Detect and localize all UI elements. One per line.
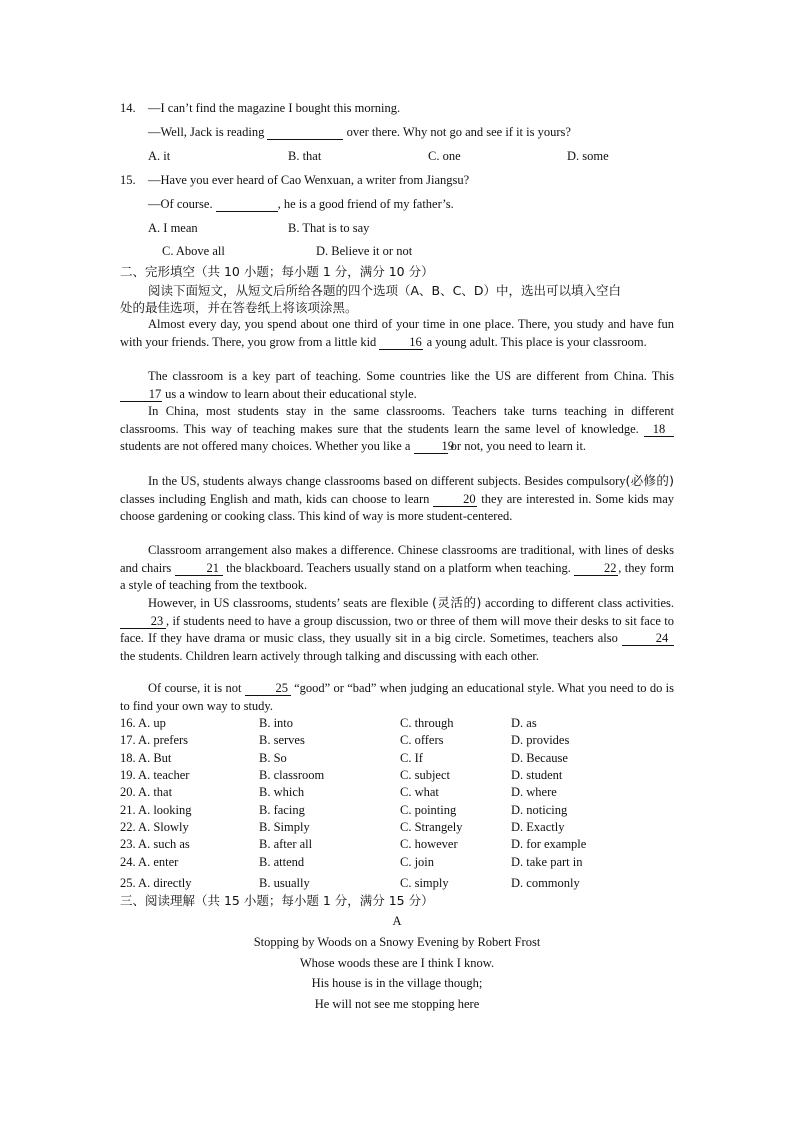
option-18-b: B. So [259,751,287,765]
option-18-d: D. Because [511,751,568,765]
option-23-b: B. after all [259,837,313,851]
option-20-c: C. what [400,785,439,799]
option-22-c: C. Strangely [400,820,463,834]
section2-instruction-line1: 阅读下面短文，从短文后所给各题的四个选项（A、B、C、D）中，选出可以填入空白 [148,283,621,298]
option-23-c: C. however [400,837,458,851]
option-16-a: 16. A. up [120,716,166,730]
cloze-paragraph-3 [120,403,674,456]
q14-line2-post: over there. Why not go and see if it is yours? [346,125,571,139]
option-23-d: D. for example [511,837,587,851]
option-21-d: D. noticing [511,803,568,817]
option-17-c: C. offers [400,733,444,747]
q15-line2-pre: —Of course. [148,197,213,211]
option-22-b: B. Simply [259,820,310,834]
option-16-b: B. into [259,716,294,730]
blank-16: 16 [379,335,423,350]
p1-text-b: a young adult. This place is your classroom. [426,334,647,349]
option-19-b: B. classroom [259,768,325,782]
option-21-a: 21. A. looking [120,803,192,817]
p3-text-a: In China, most students stay in the same classrooms. Teachers take turns teaching in different classrooms. This way of teaching makes sure that the students learn the same level of knowledge. [120,404,674,436]
passage-letter: A [392,914,402,928]
option-25-b: B. usually [259,876,310,890]
p5-text-a: Classroom arrangement also makes a difference. Chinese classrooms are traditional, with lines of desks and chairs [120,543,674,575]
poem-line-3: He will not see me stopping here [314,997,480,1011]
p6-text-b: according to different class activities. [485,596,674,610]
poem-line-1: Whose woods these are I think I know. [299,956,495,970]
p6-text-d: the students. Children learn actively through talking and discussing with each other. [120,648,540,663]
p2-text-b: us a window to learn about their educational style. [165,386,417,401]
p4-text-c: they are interested in. Some kids may choose gardening or cooking class. This kind of way is more student-centered. [120,491,675,523]
p5-text-c: , they form a style of teaching from the textbook. [120,560,675,592]
p1-text-a: Almost every day, you spend about one third of your time in one place. There, you study and have fun with your friends. There, you grow from a little kid [120,317,674,349]
p4-chinese-gloss: (必修的) [625,473,674,488]
p5-text-b: the blackboard. Teachers usually stand on a platform when teaching. [226,560,571,575]
option-20-a: 20. A. that [120,785,173,799]
poem-title: Stopping by Woods on a Snowy Evening by Robert Frost [253,935,541,949]
poem-line-2: His house is in the village though; [311,976,483,990]
blank-18: 18 [644,422,674,437]
blank-17: 17 [120,387,162,402]
q15-line2 [148,196,454,214]
q15-option-a: A. I mean [148,221,198,235]
q14-line1: —I can’t find the magazine I bought this morning. [148,101,401,115]
p7-text-b: “good” or “bad” when judging an educational style. What you need to do is to find your own way to study. [120,681,675,713]
cloze-paragraph-6 [120,594,674,665]
section3-title: 三、阅读理解（共 15 小题；每小题 1 分，满分 15 分） [120,893,434,908]
q14-option-a: A. it [148,149,171,163]
p2-text-a: The classroom is a key part of teaching. Some countries like the US are different from China. This [148,369,674,383]
q15-option-b: B. That is to say [288,221,370,235]
option-17-b: B. serves [259,733,305,747]
q15-option-d: D. Believe it or not [316,244,413,258]
option-17-d: D. provides [511,733,570,747]
p7-text-a: Of course, it is not [148,681,242,695]
p4-text-b: classes including English and math, kids can choose to learn [120,491,430,506]
option-20-b: B. which [259,785,305,799]
cloze-paragraph-4 [120,472,674,526]
option-22-a: 22. A. Slowly [120,820,189,834]
option-24-b: B. attend [259,855,305,869]
cloze-paragraph-1 [120,316,674,351]
blank-22: 22 [574,561,618,576]
q15-option-c: C. Above all [162,244,225,258]
q14-line2-pre: —Well, Jack is reading [148,125,265,139]
option-19-d: D. student [511,768,563,782]
option-22-d: D. Exactly [511,820,565,834]
q15-blank [216,197,278,212]
cloze-paragraph-2 [120,368,674,403]
option-16-d: D. as [511,716,537,730]
p6-text-c: , if students need to have a group discussion, two or three of them will move their desks to sit face to face. If they have drama or music class, they usually sit in a big circle. Sometimes, teachers also [120,613,674,645]
q14-number: 14. [120,101,136,115]
option-23-a: 23. A. such as [120,837,190,851]
option-21-c: C. pointing [400,803,457,817]
option-21-b: B. facing [259,803,305,817]
option-25-a: 25. A. directly [120,876,192,890]
option-25-c: C. simply [400,876,449,890]
q15-line1: —Have you ever heard of Cao Wenxuan, a writer from Jiangsu? [148,173,470,187]
blank-24: 24 [622,631,674,646]
p4-text-a: In the US, students always change classrooms based on different subjects. Besides compulsory [148,474,626,488]
option-25-d: D. commonly [511,876,580,890]
option-24-a: 24. A. enter [120,855,179,869]
section2-title: 二、完形填空（共 10 小题；每小题 1 分，满分 10 分） [120,264,434,279]
option-18-a: 18. A. But [120,751,172,765]
option-18-c: C. If [400,751,423,765]
q14-line2 [148,124,571,142]
q14-option-d: D. some [567,149,609,163]
blank-23: 23 [120,614,166,629]
option-24-d: D. take part in [511,855,583,869]
q14-option-c: C. one [428,149,461,163]
p6-chinese-gloss: (灵活的) [432,595,482,610]
option-16-c: C. through [400,716,454,730]
option-24-c: C. join [400,855,435,869]
section2-instruction-line2: 处的最佳选项，并在答卷纸上将该项涂黑。 [120,300,358,315]
blank-25: 25 [245,681,291,696]
option-17-a: 17. A. prefers [120,733,189,747]
q14-blank [267,125,343,140]
option-20-d: D. where [511,785,557,799]
blank-20: 20 [433,492,477,507]
option-19-c: C. subject [400,768,450,782]
cloze-paragraph-5 [120,542,674,595]
cloze-paragraph-7 [120,680,674,715]
q14-option-b: B. that [288,149,322,163]
p3-text-c: or not, you need to learn it. [450,439,587,453]
p6-text-a: However, in US classrooms, students’ seats are flexible [148,596,429,610]
p3-text-b: students are not offered many choices. Whether you like a [120,439,411,453]
blank-21: 21 [175,561,223,576]
blank-19: 19 [414,439,448,454]
q15-line2-post: , he is a good friend of my father’s. [277,197,454,211]
q15-number: 15. [120,173,136,187]
option-19-a: 19. A. teacher [120,768,190,782]
